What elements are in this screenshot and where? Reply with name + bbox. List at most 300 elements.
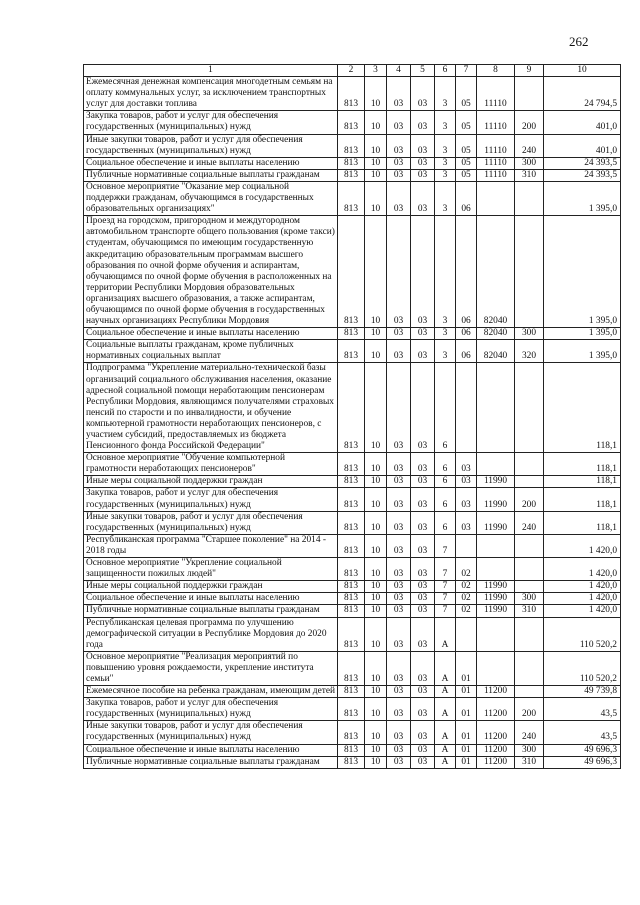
table-row bbox=[84, 721, 621, 744]
ministry-code-cell: 813 bbox=[338, 511, 365, 534]
subprogram-cell: 6 bbox=[435, 511, 456, 534]
ministry-code-cell: 813 bbox=[338, 605, 365, 617]
table-row bbox=[84, 488, 621, 511]
subprogram-cell: 7 bbox=[435, 605, 456, 617]
subsection-cell: 03 bbox=[387, 476, 411, 488]
expense-type-cell bbox=[515, 534, 544, 557]
subsection-cell: 03 bbox=[387, 686, 411, 698]
event-cell: 01 bbox=[456, 686, 477, 698]
table-row bbox=[84, 581, 621, 593]
column-header: 6 bbox=[435, 65, 456, 77]
direction-code-cell: 11990 bbox=[477, 488, 515, 511]
ministry-code-cell: 813 bbox=[338, 77, 365, 111]
expense-type-cell bbox=[515, 453, 544, 476]
expense-type-cell: 300 bbox=[515, 744, 544, 756]
subsection-cell: 03 bbox=[387, 721, 411, 744]
event-cell: 06 bbox=[456, 181, 477, 215]
table-row bbox=[84, 181, 621, 215]
subprogram-cell: А bbox=[435, 721, 456, 744]
ministry-code-cell: 813 bbox=[338, 744, 365, 756]
table-row bbox=[84, 744, 621, 756]
item-name-cell: Основное мероприятие "Оказание мер социальной поддержки гражданам, обучающимся в государственных образовательных организациях" bbox=[84, 181, 338, 215]
expense-type-cell bbox=[515, 181, 544, 215]
column-header: 3 bbox=[365, 65, 387, 77]
table-row bbox=[84, 363, 621, 453]
item-name-cell: Закупка товаров, работ и услуг для обеспечения государственных (муниципальных) нужд bbox=[84, 488, 338, 511]
event-cell: 02 bbox=[456, 593, 477, 605]
ministry-code-cell: 813 bbox=[338, 453, 365, 476]
subprogram-cell: 3 bbox=[435, 77, 456, 111]
item-name-cell: Иные закупки товаров, работ и услуг для обеспечения государственных (муниципальных) нужд bbox=[84, 721, 338, 744]
ministry-code-cell: 813 bbox=[338, 340, 365, 363]
program-cell: 03 bbox=[411, 558, 435, 581]
direction-code-cell bbox=[477, 363, 515, 453]
event-cell: 05 bbox=[456, 134, 477, 157]
section-cell: 10 bbox=[365, 605, 387, 617]
amount-cell: 118,1 bbox=[544, 488, 621, 511]
item-name-cell: Основное мероприятие "Реализация мероприятий по повышению уровня рождаемости, укрепление института семьи" bbox=[84, 651, 338, 685]
program-cell: 03 bbox=[411, 476, 435, 488]
direction-code-cell: 82040 bbox=[477, 328, 515, 340]
subprogram-cell: 7 bbox=[435, 581, 456, 593]
program-cell: 03 bbox=[411, 328, 435, 340]
expense-type-cell: 200 bbox=[515, 488, 544, 511]
amount-cell: 118,1 bbox=[544, 476, 621, 488]
subprogram-cell: 6 bbox=[435, 363, 456, 453]
amount-cell: 43,5 bbox=[544, 721, 621, 744]
subsection-cell: 03 bbox=[387, 511, 411, 534]
event-cell: 05 bbox=[456, 111, 477, 134]
table-row bbox=[84, 698, 621, 721]
amount-cell: 110 520,2 bbox=[544, 651, 621, 685]
ministry-code-cell: 813 bbox=[338, 476, 365, 488]
direction-code-cell: 11990 bbox=[477, 581, 515, 593]
subprogram-cell: А bbox=[435, 617, 456, 651]
item-name-cell: Публичные нормативные социальные выплаты гражданам bbox=[84, 605, 338, 617]
expense-type-cell bbox=[515, 617, 544, 651]
program-cell: 03 bbox=[411, 340, 435, 363]
subprogram-cell: 3 bbox=[435, 157, 456, 169]
program-cell: 03 bbox=[411, 721, 435, 744]
program-cell: 03 bbox=[411, 216, 435, 328]
expense-type-cell bbox=[515, 476, 544, 488]
ministry-code-cell: 813 bbox=[338, 698, 365, 721]
section-cell: 10 bbox=[365, 698, 387, 721]
event-cell: 05 bbox=[456, 169, 477, 181]
section-cell: 10 bbox=[365, 328, 387, 340]
direction-code-cell: 11110 bbox=[477, 77, 515, 111]
section-cell: 10 bbox=[365, 134, 387, 157]
ministry-code-cell: 813 bbox=[338, 157, 365, 169]
program-cell: 03 bbox=[411, 363, 435, 453]
ministry-code-cell: 813 bbox=[338, 134, 365, 157]
amount-cell: 49 696,3 bbox=[544, 756, 621, 768]
amount-cell: 1 420,0 bbox=[544, 593, 621, 605]
direction-code-cell bbox=[477, 534, 515, 557]
subsection-cell: 03 bbox=[387, 744, 411, 756]
expense-type-cell bbox=[515, 77, 544, 111]
item-name-cell: Основное мероприятие "Укрепление социальной защищенности пожилых людей" bbox=[84, 558, 338, 581]
direction-code-cell: 11200 bbox=[477, 721, 515, 744]
program-cell: 03 bbox=[411, 756, 435, 768]
section-cell: 10 bbox=[365, 169, 387, 181]
ministry-code-cell: 813 bbox=[338, 558, 365, 581]
item-name-cell: Публичные нормативные социальные выплаты гражданам bbox=[84, 756, 338, 768]
amount-cell: 24 393,5 bbox=[544, 169, 621, 181]
amount-cell: 118,1 bbox=[544, 363, 621, 453]
subsection-cell: 03 bbox=[387, 617, 411, 651]
expense-type-cell: 300 bbox=[515, 157, 544, 169]
item-name-cell: Подпрограмма "Укрепление материально-технической базы организаций социального обслуживания населения, оказание адресной социальной помощи неработающим пенсионерам Республики Мордовия, являющимся получателями страховых пенсий по старости и по инвалидности, и обучение компьютерной грамотности неработающих пенсионеров, с участием субсидий, предоставляемых из бюджета Пенсионного фонда Российской Федерации" bbox=[84, 363, 338, 453]
expense-type-cell: 310 bbox=[515, 169, 544, 181]
ministry-code-cell: 813 bbox=[338, 581, 365, 593]
subprogram-cell: А bbox=[435, 744, 456, 756]
subsection-cell: 03 bbox=[387, 605, 411, 617]
item-name-cell: Республиканская программа "Старшее поколение" на 2014 - 2018 годы bbox=[84, 534, 338, 557]
subsection-cell: 03 bbox=[387, 488, 411, 511]
event-cell: 06 bbox=[456, 216, 477, 328]
program-cell: 03 bbox=[411, 686, 435, 698]
direction-code-cell: 11990 bbox=[477, 511, 515, 534]
table-row bbox=[84, 111, 621, 134]
expense-type-cell: 240 bbox=[515, 511, 544, 534]
section-cell: 10 bbox=[365, 216, 387, 328]
amount-cell: 1 395,0 bbox=[544, 328, 621, 340]
amount-cell: 49 739,8 bbox=[544, 686, 621, 698]
direction-code-cell: 11990 bbox=[477, 593, 515, 605]
table-row bbox=[84, 453, 621, 476]
amount-cell: 118,1 bbox=[544, 453, 621, 476]
direction-code-cell: 11990 bbox=[477, 476, 515, 488]
ministry-code-cell: 813 bbox=[338, 216, 365, 328]
direction-code-cell: 82040 bbox=[477, 340, 515, 363]
event-cell: 05 bbox=[456, 157, 477, 169]
amount-cell: 1 420,0 bbox=[544, 581, 621, 593]
subsection-cell: 03 bbox=[387, 534, 411, 557]
item-name-cell: Иные закупки товаров, работ и услуг для обеспечения государственных (муниципальных) нужд bbox=[84, 511, 338, 534]
subsection-cell: 03 bbox=[387, 181, 411, 215]
event-cell: 03 bbox=[456, 511, 477, 534]
event-cell: 02 bbox=[456, 605, 477, 617]
subprogram-cell: 3 bbox=[435, 134, 456, 157]
section-cell: 10 bbox=[365, 686, 387, 698]
program-cell: 03 bbox=[411, 488, 435, 511]
table-row bbox=[84, 686, 621, 698]
program-cell: 03 bbox=[411, 651, 435, 685]
expense-type-cell: 320 bbox=[515, 340, 544, 363]
ministry-code-cell: 813 bbox=[338, 534, 365, 557]
section-cell: 10 bbox=[365, 617, 387, 651]
subprogram-cell: 6 bbox=[435, 453, 456, 476]
event-cell: 01 bbox=[456, 721, 477, 744]
subprogram-cell: 7 bbox=[435, 593, 456, 605]
section-cell: 10 bbox=[365, 488, 387, 511]
subsection-cell: 03 bbox=[387, 134, 411, 157]
expense-type-cell: 310 bbox=[515, 756, 544, 768]
program-cell: 03 bbox=[411, 181, 435, 215]
expense-type-cell: 240 bbox=[515, 721, 544, 744]
direction-code-cell bbox=[477, 651, 515, 685]
subsection-cell: 03 bbox=[387, 756, 411, 768]
section-cell: 10 bbox=[365, 77, 387, 111]
subprogram-cell: 6 bbox=[435, 488, 456, 511]
subprogram-cell: 3 bbox=[435, 181, 456, 215]
amount-cell: 118,1 bbox=[544, 511, 621, 534]
expense-type-cell bbox=[515, 558, 544, 581]
ministry-code-cell: 813 bbox=[338, 328, 365, 340]
direction-code-cell bbox=[477, 453, 515, 476]
amount-cell: 1 420,0 bbox=[544, 558, 621, 581]
ministry-code-cell: 813 bbox=[338, 169, 365, 181]
table-row bbox=[84, 617, 621, 651]
column-header: 5 bbox=[411, 65, 435, 77]
item-name-cell: Республиканская целевая программа по улучшению демографической ситуации в Республике Мордовия до 2020 года bbox=[84, 617, 338, 651]
item-name-cell: Социальное обеспечение и иные выплаты населению bbox=[84, 328, 338, 340]
column-header: 8 bbox=[477, 65, 515, 77]
subsection-cell: 03 bbox=[387, 328, 411, 340]
section-cell: 10 bbox=[365, 157, 387, 169]
program-cell: 03 bbox=[411, 511, 435, 534]
program-cell: 03 bbox=[411, 593, 435, 605]
budget-table bbox=[83, 64, 621, 769]
section-cell: 10 bbox=[365, 534, 387, 557]
program-cell: 03 bbox=[411, 744, 435, 756]
ministry-code-cell: 813 bbox=[338, 756, 365, 768]
column-header: 10 bbox=[544, 65, 621, 77]
table-row bbox=[84, 340, 621, 363]
section-cell: 10 bbox=[365, 756, 387, 768]
table-row bbox=[84, 593, 621, 605]
column-header: 4 bbox=[387, 65, 411, 77]
section-cell: 10 bbox=[365, 363, 387, 453]
ministry-code-cell: 813 bbox=[338, 181, 365, 215]
event-cell: 06 bbox=[456, 328, 477, 340]
event-cell bbox=[456, 617, 477, 651]
amount-cell: 401,0 bbox=[544, 134, 621, 157]
table-row bbox=[84, 216, 621, 328]
program-cell: 03 bbox=[411, 534, 435, 557]
section-cell: 10 bbox=[365, 721, 387, 744]
expense-type-cell: 240 bbox=[515, 134, 544, 157]
item-name-cell: Ежемесячное пособие на ребенка гражданам, имеющим детей bbox=[84, 686, 338, 698]
subsection-cell: 03 bbox=[387, 169, 411, 181]
table-row bbox=[84, 476, 621, 488]
ministry-code-cell: 813 bbox=[338, 617, 365, 651]
expense-type-cell: 200 bbox=[515, 698, 544, 721]
subsection-cell: 03 bbox=[387, 157, 411, 169]
section-cell: 10 bbox=[365, 558, 387, 581]
program-cell: 03 bbox=[411, 605, 435, 617]
item-name-cell: Проезд на городском, пригородном и междугородном автомобильном транспорте общего пользования (кроме такси) студентам, обучающимся по имеющим государственную аккредитацию образовательным программам высшего образования по очной форме обучения и аспирантам, обучающимся по очной форме обучения в расположенных на территории Республики Мордовия образовательных организациях высшего образования, а также аспирантам, обучающимся по очной форме обучения в государственных научных организациях Республики Мордовия bbox=[84, 216, 338, 328]
page-number: 262 bbox=[569, 34, 589, 49]
column-header: 9 bbox=[515, 65, 544, 77]
section-cell: 10 bbox=[365, 453, 387, 476]
program-cell: 03 bbox=[411, 698, 435, 721]
expense-type-cell bbox=[515, 581, 544, 593]
item-name-cell: Социальные выплаты гражданам, кроме публичных нормативных социальных выплат bbox=[84, 340, 338, 363]
subsection-cell: 03 bbox=[387, 363, 411, 453]
item-name-cell: Иные закупки товаров, работ и услуг для обеспечения государственных (муниципальных) нужд bbox=[84, 134, 338, 157]
table-row bbox=[84, 328, 621, 340]
section-cell: 10 bbox=[365, 476, 387, 488]
expense-type-cell bbox=[515, 216, 544, 328]
subprogram-cell: А bbox=[435, 756, 456, 768]
table-row bbox=[84, 134, 621, 157]
ministry-code-cell: 813 bbox=[338, 363, 365, 453]
table-row bbox=[84, 169, 621, 181]
amount-cell: 43,5 bbox=[544, 698, 621, 721]
item-name-cell: Закупка товаров, работ и услуг для обеспечения государственных (муниципальных) нужд bbox=[84, 698, 338, 721]
subprogram-cell: А bbox=[435, 651, 456, 685]
section-cell: 10 bbox=[365, 651, 387, 685]
subprogram-cell: 3 bbox=[435, 340, 456, 363]
event-cell: 03 bbox=[456, 488, 477, 511]
section-cell: 10 bbox=[365, 511, 387, 534]
program-cell: 03 bbox=[411, 169, 435, 181]
section-cell: 10 bbox=[365, 111, 387, 134]
column-header: 1 bbox=[84, 65, 338, 77]
expense-type-cell bbox=[515, 686, 544, 698]
item-name-cell: Социальное обеспечение и иные выплаты населению bbox=[84, 744, 338, 756]
expense-type-cell: 300 bbox=[515, 593, 544, 605]
subsection-cell: 03 bbox=[387, 558, 411, 581]
ministry-code-cell: 813 bbox=[338, 111, 365, 134]
item-name-cell: Ежемесячная денежная компенсация многодетным семьям на оплату коммунальных услуг, за исключением транспортных услуг для доставки топлива bbox=[84, 77, 338, 111]
amount-cell: 1 395,0 bbox=[544, 181, 621, 215]
column-header: 2 bbox=[338, 65, 365, 77]
section-cell: 10 bbox=[365, 744, 387, 756]
amount-cell: 49 696,3 bbox=[544, 744, 621, 756]
event-cell: 03 bbox=[456, 453, 477, 476]
table-body bbox=[84, 77, 621, 769]
direction-code-cell bbox=[477, 181, 515, 215]
program-cell: 03 bbox=[411, 134, 435, 157]
item-name-cell: Социальное обеспечение и иные выплаты населению bbox=[84, 593, 338, 605]
column-header: 7 bbox=[456, 65, 477, 77]
program-cell: 03 bbox=[411, 157, 435, 169]
event-cell bbox=[456, 534, 477, 557]
direction-code-cell bbox=[477, 617, 515, 651]
program-cell: 03 bbox=[411, 453, 435, 476]
direction-code-cell: 11110 bbox=[477, 134, 515, 157]
item-name-cell: Закупка товаров, работ и услуг для обеспечения государственных (муниципальных) нужд bbox=[84, 111, 338, 134]
table-row bbox=[84, 157, 621, 169]
event-cell: 05 bbox=[456, 77, 477, 111]
subsection-cell: 03 bbox=[387, 651, 411, 685]
event-cell: 01 bbox=[456, 651, 477, 685]
direction-code-cell: 11990 bbox=[477, 605, 515, 617]
table-row bbox=[84, 558, 621, 581]
program-cell: 03 bbox=[411, 111, 435, 134]
amount-cell: 401,0 bbox=[544, 111, 621, 134]
subprogram-cell: 7 bbox=[435, 558, 456, 581]
event-cell: 02 bbox=[456, 558, 477, 581]
section-cell: 10 bbox=[365, 593, 387, 605]
item-name-cell: Основное мероприятие "Обучение компьютерной грамотности неработающих пенсионеров" bbox=[84, 453, 338, 476]
table-row bbox=[84, 651, 621, 685]
event-cell: 03 bbox=[456, 476, 477, 488]
subsection-cell: 03 bbox=[387, 593, 411, 605]
direction-code-cell: 11200 bbox=[477, 744, 515, 756]
amount-cell: 110 520,2 bbox=[544, 617, 621, 651]
direction-code-cell: 11200 bbox=[477, 686, 515, 698]
subprogram-cell: 7 bbox=[435, 534, 456, 557]
expense-type-cell: 200 bbox=[515, 111, 544, 134]
section-cell: 10 bbox=[365, 181, 387, 215]
direction-code-cell: 11110 bbox=[477, 169, 515, 181]
event-cell: 01 bbox=[456, 698, 477, 721]
program-cell: 03 bbox=[411, 581, 435, 593]
item-name-cell: Социальное обеспечение и иные выплаты населению bbox=[84, 157, 338, 169]
subprogram-cell: 3 bbox=[435, 169, 456, 181]
event-cell: 06 bbox=[456, 340, 477, 363]
subprogram-cell: А bbox=[435, 698, 456, 721]
direction-code-cell: 11200 bbox=[477, 698, 515, 721]
item-name-cell: Иные меры социальной поддержки граждан bbox=[84, 581, 338, 593]
amount-cell: 1 395,0 bbox=[544, 216, 621, 328]
amount-cell: 24 794,5 bbox=[544, 77, 621, 111]
event-cell: 02 bbox=[456, 581, 477, 593]
subsection-cell: 03 bbox=[387, 216, 411, 328]
direction-code-cell: 82040 bbox=[477, 216, 515, 328]
direction-code-cell: 11110 bbox=[477, 157, 515, 169]
subprogram-cell: 3 bbox=[435, 216, 456, 328]
amount-cell: 1 420,0 bbox=[544, 534, 621, 557]
amount-cell: 1 395,0 bbox=[544, 340, 621, 363]
subsection-cell: 03 bbox=[387, 698, 411, 721]
ministry-code-cell: 813 bbox=[338, 721, 365, 744]
table-header-row bbox=[84, 65, 621, 77]
subsection-cell: 03 bbox=[387, 77, 411, 111]
item-name-cell: Иные меры социальной поддержки граждан bbox=[84, 476, 338, 488]
subprogram-cell: А bbox=[435, 686, 456, 698]
direction-code-cell bbox=[477, 558, 515, 581]
event-cell bbox=[456, 363, 477, 453]
event-cell: 01 bbox=[456, 744, 477, 756]
ministry-code-cell: 813 bbox=[338, 651, 365, 685]
table-row bbox=[84, 511, 621, 534]
expense-type-cell bbox=[515, 651, 544, 685]
section-cell: 10 bbox=[365, 340, 387, 363]
section-cell: 10 bbox=[365, 581, 387, 593]
event-cell: 01 bbox=[456, 756, 477, 768]
subsection-cell: 03 bbox=[387, 111, 411, 134]
table-row bbox=[84, 756, 621, 768]
subprogram-cell: 3 bbox=[435, 328, 456, 340]
subprogram-cell: 6 bbox=[435, 476, 456, 488]
expense-type-cell: 300 bbox=[515, 328, 544, 340]
table-row bbox=[84, 534, 621, 557]
table-row bbox=[84, 605, 621, 617]
ministry-code-cell: 813 bbox=[338, 686, 365, 698]
subsection-cell: 03 bbox=[387, 453, 411, 476]
expense-type-cell: 310 bbox=[515, 605, 544, 617]
table-row bbox=[84, 77, 621, 111]
amount-cell: 1 420,0 bbox=[544, 605, 621, 617]
program-cell: 03 bbox=[411, 617, 435, 651]
subsection-cell: 03 bbox=[387, 581, 411, 593]
subsection-cell: 03 bbox=[387, 340, 411, 363]
expense-type-cell bbox=[515, 363, 544, 453]
amount-cell: 24 393,5 bbox=[544, 157, 621, 169]
direction-code-cell: 11200 bbox=[477, 756, 515, 768]
item-name-cell: Публичные нормативные социальные выплаты гражданам bbox=[84, 169, 338, 181]
program-cell: 03 bbox=[411, 77, 435, 111]
ministry-code-cell: 813 bbox=[338, 593, 365, 605]
ministry-code-cell: 813 bbox=[338, 488, 365, 511]
subprogram-cell: 3 bbox=[435, 111, 456, 134]
direction-code-cell: 11110 bbox=[477, 111, 515, 134]
